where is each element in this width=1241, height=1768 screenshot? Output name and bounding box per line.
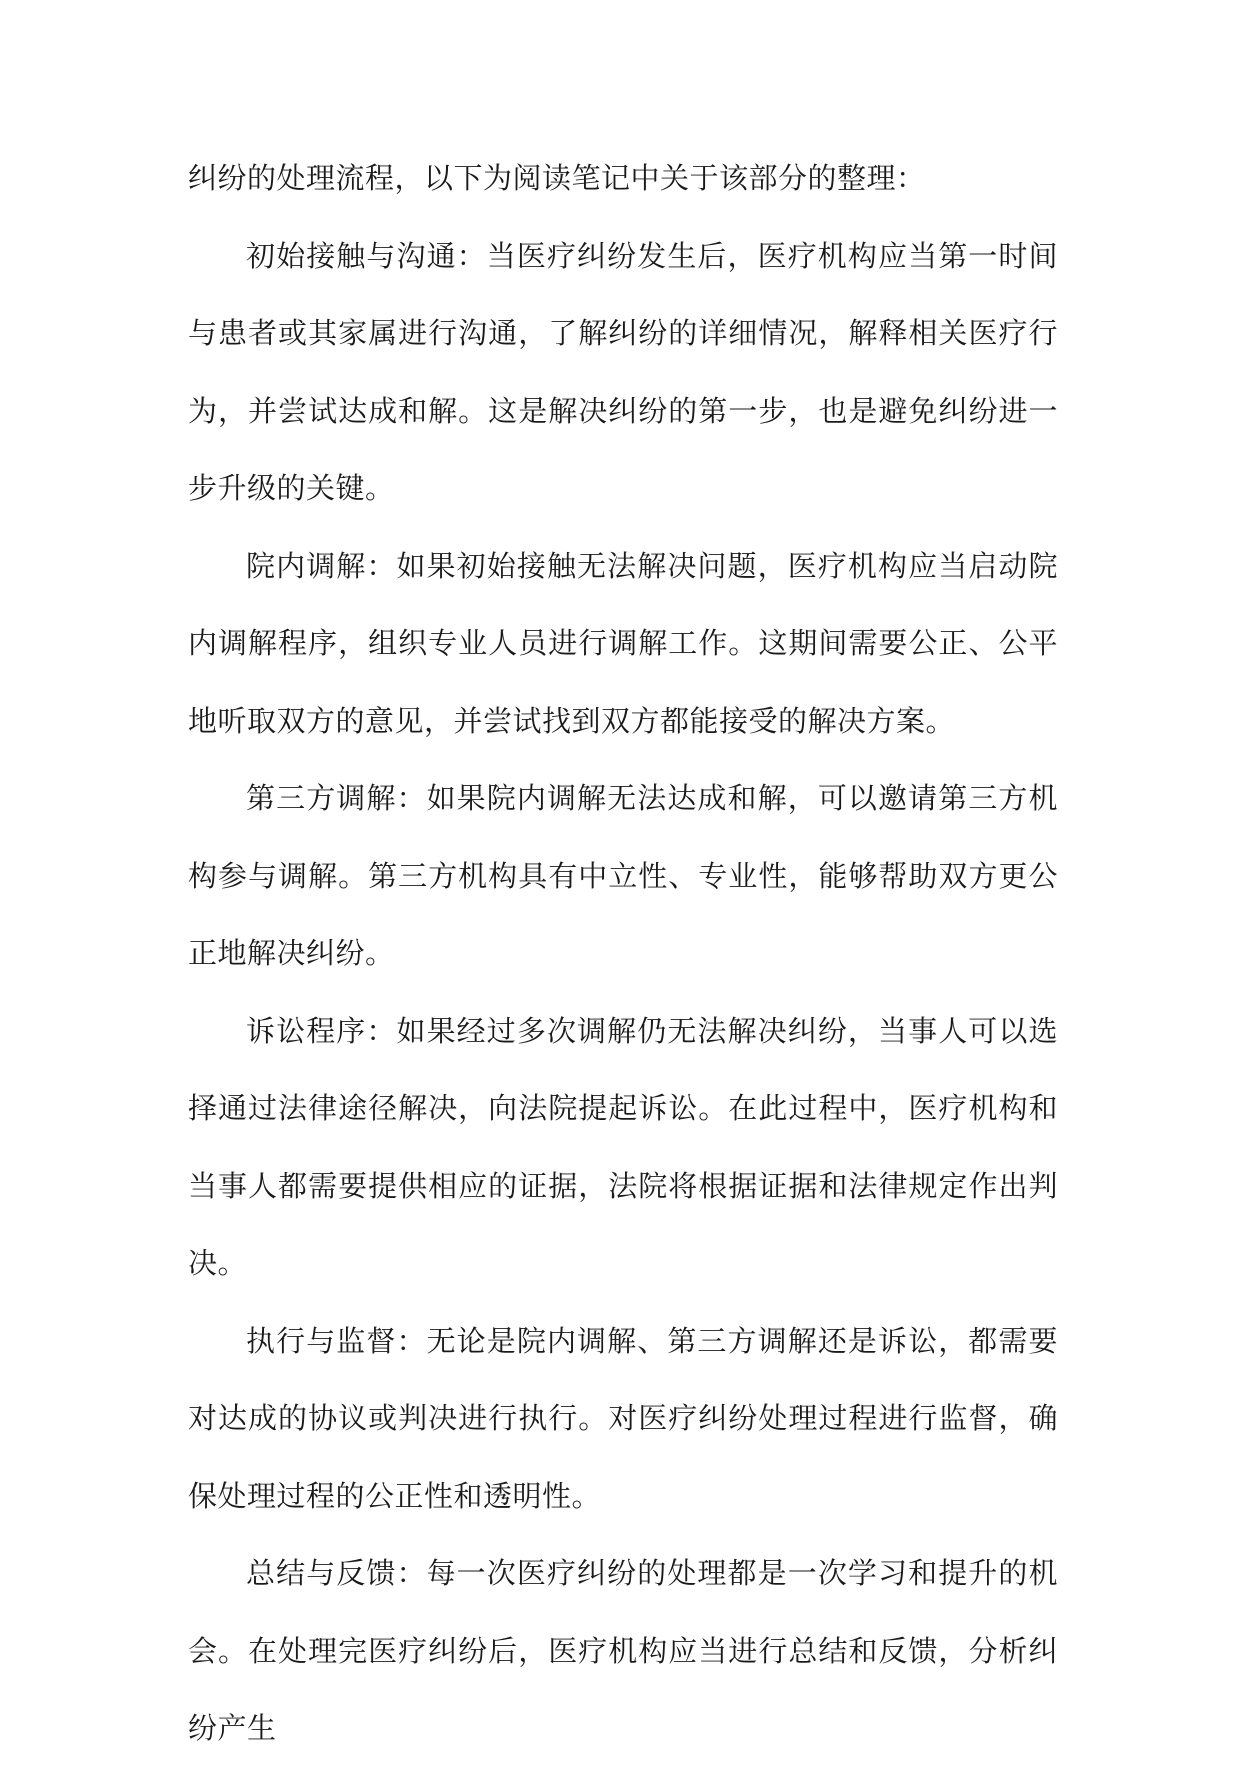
paragraph-text: 纠纷的处理流程，以下为阅读笔记中关于该部分的整理： [188,161,926,195]
intro-paragraph [188,140,1058,218]
paragraph-litigation [188,993,1058,1303]
paragraph-heading: 初始接触与沟通： [246,238,487,273]
paragraph-heading: 第三方调解： [246,781,427,815]
paragraph-summary-feedback [188,1535,1058,1768]
paragraph-execution-supervision [188,1303,1058,1536]
paragraph-text: 每一次医疗纠纷的处理都是一次学习和提升的机会。在处理完医疗纠纷后，医疗机构应当进行总结和反馈，分析纠纷产生 [188,1556,1058,1745]
paragraph-heading: 院内调解： [246,548,397,583]
paragraph-heading: 总结与反馈： [246,1556,427,1590]
paragraph-internal-mediation [188,528,1058,761]
paragraph-text: 如果初始接触无法解决问题，医疗机构应当启动院内调解程序，组织专业人员进行调解工作。这期间需要公正、公平地听取双方的意见，并尝试找到双方都能接受的解决方案。 [188,548,1058,738]
paragraph-text: 当医疗纠纷发生后，医疗机构应当第一时间与患者或其家属进行沟通，了解纠纷的详细情况，解释相关医疗行为，并尝试达成和解。这是解决纠纷的第一步，也是避免纠纷进一步升级的关键。 [188,238,1058,505]
paragraph-third-party-mediation [188,760,1058,993]
paragraph-initial-contact [188,218,1058,528]
document-body [188,140,1058,1768]
paragraph-text: 如果院内调解无法达成和解，可以邀请第三方机构参与调解。第三方机构具有中立性、专业性，能够帮助双方更公正地解决纠纷。 [188,781,1058,970]
paragraph-text: 无论是院内调解、第三方调解还是诉讼，都需要对达成的协议或判决进行执行。对医疗纠纷处理过程进行监督，确保处理过程的公正性和透明性。 [188,1323,1058,1513]
paragraph-heading: 诉讼程序： [246,1013,397,1048]
paragraph-heading: 执行与监督： [246,1323,427,1358]
paragraph-text: 如果经过多次调解仍无法解决纠纷，当事人可以选择通过法律途径解决，向法院提起诉讼。在此过程中，医疗机构和当事人都需要提供相应的证据，法院将根据证据和法律规定作出判决。 [188,1013,1058,1280]
